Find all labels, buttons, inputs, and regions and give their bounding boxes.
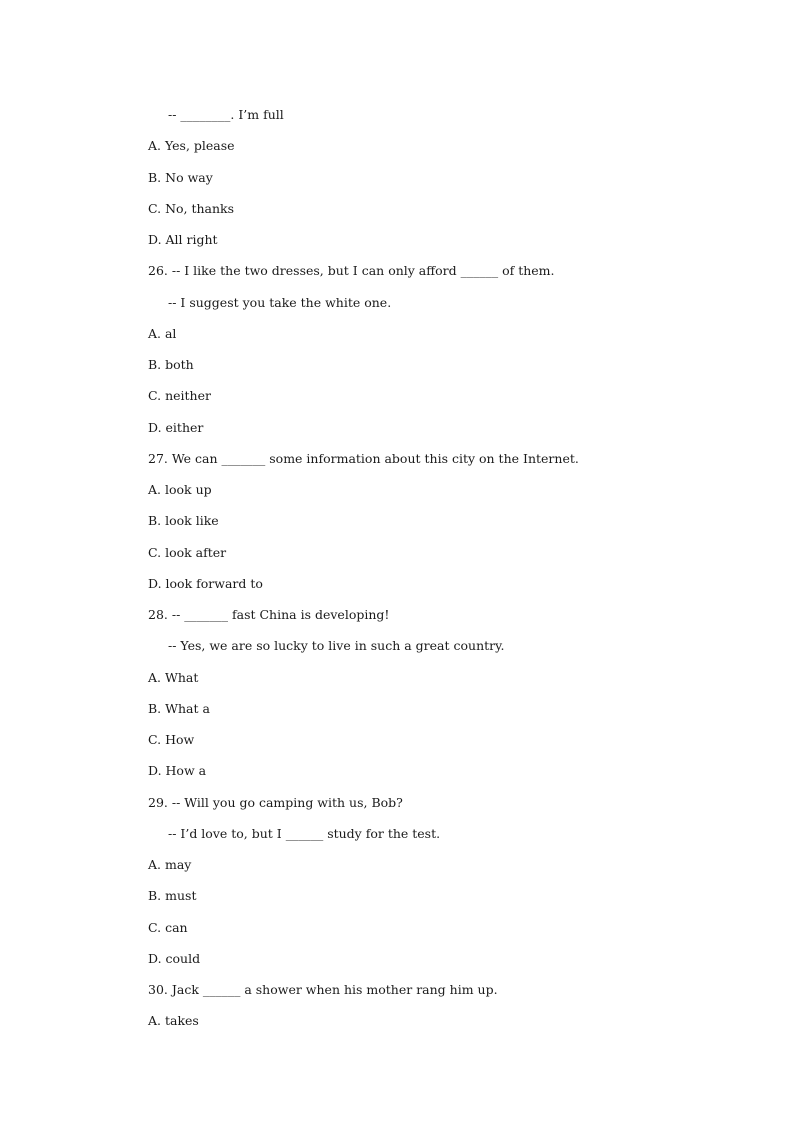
option-c: C. neither (148, 388, 211, 404)
question-26-reply: -- I suggest you take the white one. (168, 294, 392, 310)
document-page (148, 105, 708, 1043)
question-27: 27. We can _______ some information about this city on the Internet. (148, 450, 579, 466)
option-b: B. No way (148, 169, 213, 185)
question-28: 28. -- _______ fast China is developing! (148, 607, 390, 622)
option-d: D. How a (148, 763, 207, 779)
option-a: A. What (148, 669, 199, 685)
option-a: A. Yes, please (148, 138, 235, 154)
question-28-reply: -- Yes, we are so lucky to live in such a great country. (168, 638, 505, 654)
option-b: B. look like (148, 513, 219, 529)
option-c: C. How (148, 732, 195, 747)
option-a: A. takes (148, 1013, 199, 1029)
option-a: A. may (148, 857, 192, 872)
option-d: D. All right (148, 232, 218, 247)
option-d: D. look forward to (148, 575, 263, 591)
option-a: A. al (148, 325, 177, 341)
option-c: C. look after (148, 544, 227, 560)
option-d: D. either (148, 419, 204, 435)
option-c: C. can (148, 919, 188, 935)
option-c: C. No, thanks (148, 200, 235, 216)
question-29: 29. -- Will you go camping with us, Bob? (148, 794, 403, 810)
question-26: 26. -- I like the two dresses, but I can only afford ______ of them. (148, 263, 555, 279)
question-30: 30. Jack ______ a shower when his mother rang him up. (148, 982, 498, 997)
answer-line: -- ________. I’m full (168, 107, 284, 122)
question-29-reply: -- I’d love to, but I ______ study for the test. (168, 825, 441, 841)
option-b: B. must (148, 888, 197, 904)
option-a: A. look up (148, 482, 212, 497)
option-b: B. What a (148, 700, 210, 716)
option-b: B. both (148, 357, 194, 372)
option-d: D. could (148, 950, 201, 966)
